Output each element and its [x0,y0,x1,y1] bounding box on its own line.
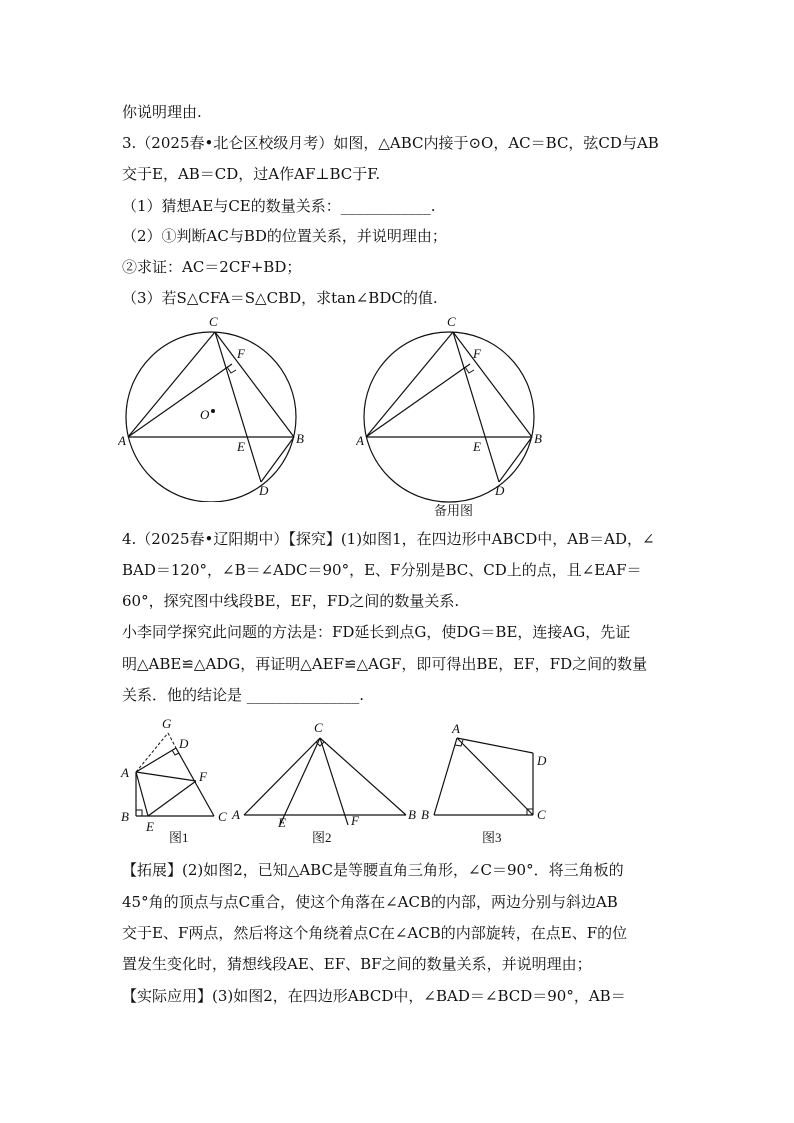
extension-line-2: 45°角的顶点与点C重合，使这个角落在∠ACB的内部，两边分别与斜边AB [122,893,618,911]
label-o: O [200,407,210,422]
problem-4-line-1: 4.（2025春•辽阳期中）【探究】(1)如图1，在四边形中ABCD中，AB＝AD，∠ [122,530,655,548]
caption-fig3: 图3 [482,830,502,845]
right-angle-mark [227,367,236,373]
label-a: A [356,433,364,448]
problem-3-line-1: 3.（2025春•北仑区校级月考）如图，△ABC内接于⊙O，AC＝BC，弦CD与AB [122,134,659,152]
label-b: B [408,807,416,822]
circle-figure-2 [356,312,556,522]
label-c: C [537,807,546,822]
label-a: A [118,433,126,448]
segment-af [136,772,196,781]
label-f: F [473,346,481,361]
label-g: G [162,716,172,731]
label-e: E [146,819,154,834]
circle-o-backup [364,332,534,502]
label-a: A [121,765,129,780]
caption-backup: 备用图 [434,503,474,518]
figure-2-triangle [228,715,428,847]
problem-3-line-2: 交于E，AB＝CD，过A作AF⊥BC于F. [122,165,381,183]
segment-ef [148,781,196,816]
segment-ad [136,748,176,772]
problem-4-method-2: 明△ABE≌△ADG，再证明△AEF≌△AGF，即可得出BE，EF，FD之间的数量 [122,655,648,673]
label-c: C [447,314,456,329]
problem-3-q2-part2: ②求证：AC＝2CF+BD； [122,258,302,276]
label-e: E [473,439,481,454]
text-line-1: 你说明理由. [122,103,202,121]
segment-ag-dashed [136,733,168,772]
problem-3-q3: （3）若S△CFA＝S△CBD，求tan∠BDC的值. [122,289,438,307]
label-f: F [237,346,245,361]
label-d: D [179,736,189,751]
extension-line-3: 交于E、F两点，然后将这个角绕着点C在∠ACB的内部旋转，在点E、F的位 [122,924,628,942]
problem-4-method-1: 小李同学探究此问题的方法是：FD延长到点G，使DG＝BE，连接AG，先证 [122,623,631,641]
segment-bd [261,437,294,482]
problem-4-line-2: BAD＝120°，∠B＝∠ADC＝90°，E、F分别是BC、CD上的点，且∠EAF＝ [122,561,642,579]
circle-figure-1 [118,312,318,502]
label-a: A [452,721,460,736]
label-c: C [218,809,227,824]
problem-3-q2: （2）①判断AC与BD的位置关系，并说明理由； [122,227,447,245]
caption-fig1: 图1 [169,830,189,845]
segment-ce [280,738,320,825]
segment-ad [457,738,533,753]
circle-o [126,332,296,502]
label-f: F [351,813,359,828]
figure-1-quadrilateral [116,715,236,847]
label-c: C [314,720,323,735]
segment-ac [244,738,320,815]
right-angle-mark [465,367,474,373]
segment-bc [453,332,532,437]
label-a: A [232,807,240,822]
problem-4-line-3: 60°，探究图中线段BE，EF，FD之间的数量关系. [122,592,460,610]
segment-bc [215,332,294,437]
segment-ae [136,772,148,816]
segment-ac [457,738,533,815]
label-b: B [534,431,542,446]
caption-fig2: 图2 [312,830,332,845]
problem-4-method-3: 关系．他的结论是 _______________. [122,686,365,704]
label-d: D [259,483,269,498]
label-e: E [237,439,245,454]
segment-gd-dashed [168,733,176,748]
label-d: D [495,483,505,498]
figure-3-quadrilateral [418,715,558,847]
label-b: B [421,807,429,822]
application-line-1: 【实际应用】(3)如图2，在四边形ABCD中，∠BAD＝∠BCD＝90°，AB＝ [122,987,626,1005]
label-b: B [121,809,129,824]
extension-line-4: 置发生变化时，猜想线段AE、EF、BF之间的数量关系，并说明理由； [122,955,592,973]
segment-ba [434,738,457,815]
label-c: C [209,314,218,329]
label-d: D [537,753,547,768]
label-e: E [278,815,286,830]
segment-bd [499,437,532,482]
label-b: B [296,431,304,446]
center-point [211,409,215,413]
right-angle-mark-b [136,810,142,816]
extension-line-1: 【拓展】(2)如图2，已知△ABC是等腰直角三角形，∠C＝90°．将三角板的 [122,861,624,879]
problem-3-q1: （1）猜想AE与CE的数量关系：____________. [122,197,436,215]
label-f: F [199,769,207,784]
